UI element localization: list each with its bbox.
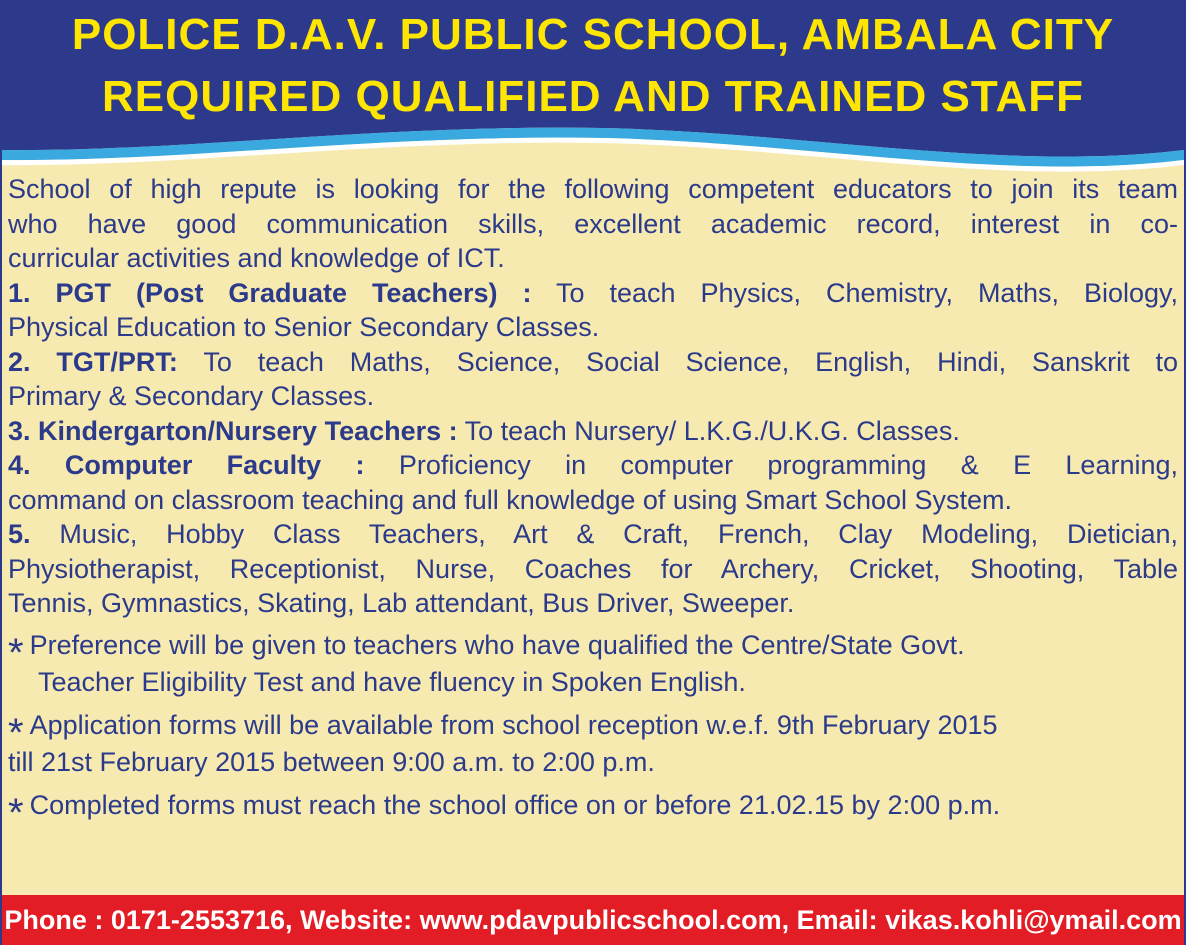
header-banner <box>2 0 1184 175</box>
asterisk-icon: * <box>8 630 24 675</box>
position-text: Proficiency in computer programming & E Learning, <box>364 450 1178 480</box>
note-preference <box>8 627 1178 701</box>
position-other-cont: Physiotherapist, Receptionist, Nurse, Coaches for Archery, Cricket, Shooting, Table <box>8 553 1178 584</box>
position-label: 3. Kindergarton/Nursery Teachers : <box>8 415 458 446</box>
position-tgt-prt <box>8 345 1178 380</box>
position-other-cont-2: Tennis, Gymnastics, Skating, Lab attendant, Bus Driver, Sweeper. <box>8 588 795 618</box>
intro-line-1: School of high repute is looking for the following competent educators to join its team <box>8 174 1178 204</box>
position-label: 4. Computer Faculty : <box>8 450 365 480</box>
asterisk-icon: * <box>8 790 24 835</box>
note-application-forms <box>8 707 1178 781</box>
position-text: To teach Maths, Science, Social Science, English, Hindi, Sanskrit to <box>177 346 1179 377</box>
position-text: Music, Hobby Class Teachers, Art & Craft, French, Clay Modeling, Dietician, <box>30 519 1178 549</box>
note-text: Completed forms must reach the school office on or before 21.02.15 by 2:00 p.m. <box>29 789 1001 820</box>
position-label: 2. TGT/PRT: <box>8 346 178 377</box>
asterisk-icon: * <box>8 710 24 755</box>
position-tgt-prt-cont: Primary & Secondary Classes. <box>8 381 375 411</box>
note-text-cont: Teacher Eligibility Test and have fluency in Spoken English. <box>38 666 746 697</box>
position-label: 1. PGT (Post Graduate Teachers) : <box>8 277 532 308</box>
position-label: 5. <box>8 519 31 549</box>
position-text: To teach Physics, Chemistry, Maths, Biology, <box>531 277 1178 308</box>
note-deadline <box>8 787 1178 835</box>
position-pgt <box>8 276 1178 311</box>
position-other <box>8 517 1178 552</box>
note-text: Application forms will be available from school reception w.e.f. 9th February 2015 <box>29 709 998 740</box>
recruitment-headline: REQUIRED QUALIFIED AND TRAINED STAFF <box>102 72 1084 121</box>
intro-line-3: curricular activities and knowledge of ICT. <box>8 243 505 273</box>
ad-body <box>8 172 1179 835</box>
position-computer-cont: command on classroom teaching and full knowledge of using Smart School System. <box>8 484 1013 515</box>
note-text-cont: till 21st February 2015 between 9:00 a.m. to 2:00 p.m. <box>8 746 655 777</box>
note-text: Preference will be given to teachers who have qualified the Centre/State Govt. <box>29 629 965 660</box>
school-name-title: POLICE D.A.V. PUBLIC SCHOOL, AMBALA CITY <box>71 10 1115 59</box>
contact-footer: Phone : 0171-2553716, Website: www.pdavpublicschool.com, Email: vikas.kohli@ymail.com <box>2 895 1184 945</box>
position-text: To teach Nursery/ L.K.G./U.K.G. Classes. <box>457 415 960 446</box>
intro-line-2: who have good communication skills, excellent academic record, interest in co- <box>8 208 1178 239</box>
position-kindergarten <box>8 414 1178 449</box>
position-pgt-cont: Physical Education to Senior Secondary Classes. <box>8 312 600 342</box>
position-computer <box>8 448 1178 483</box>
